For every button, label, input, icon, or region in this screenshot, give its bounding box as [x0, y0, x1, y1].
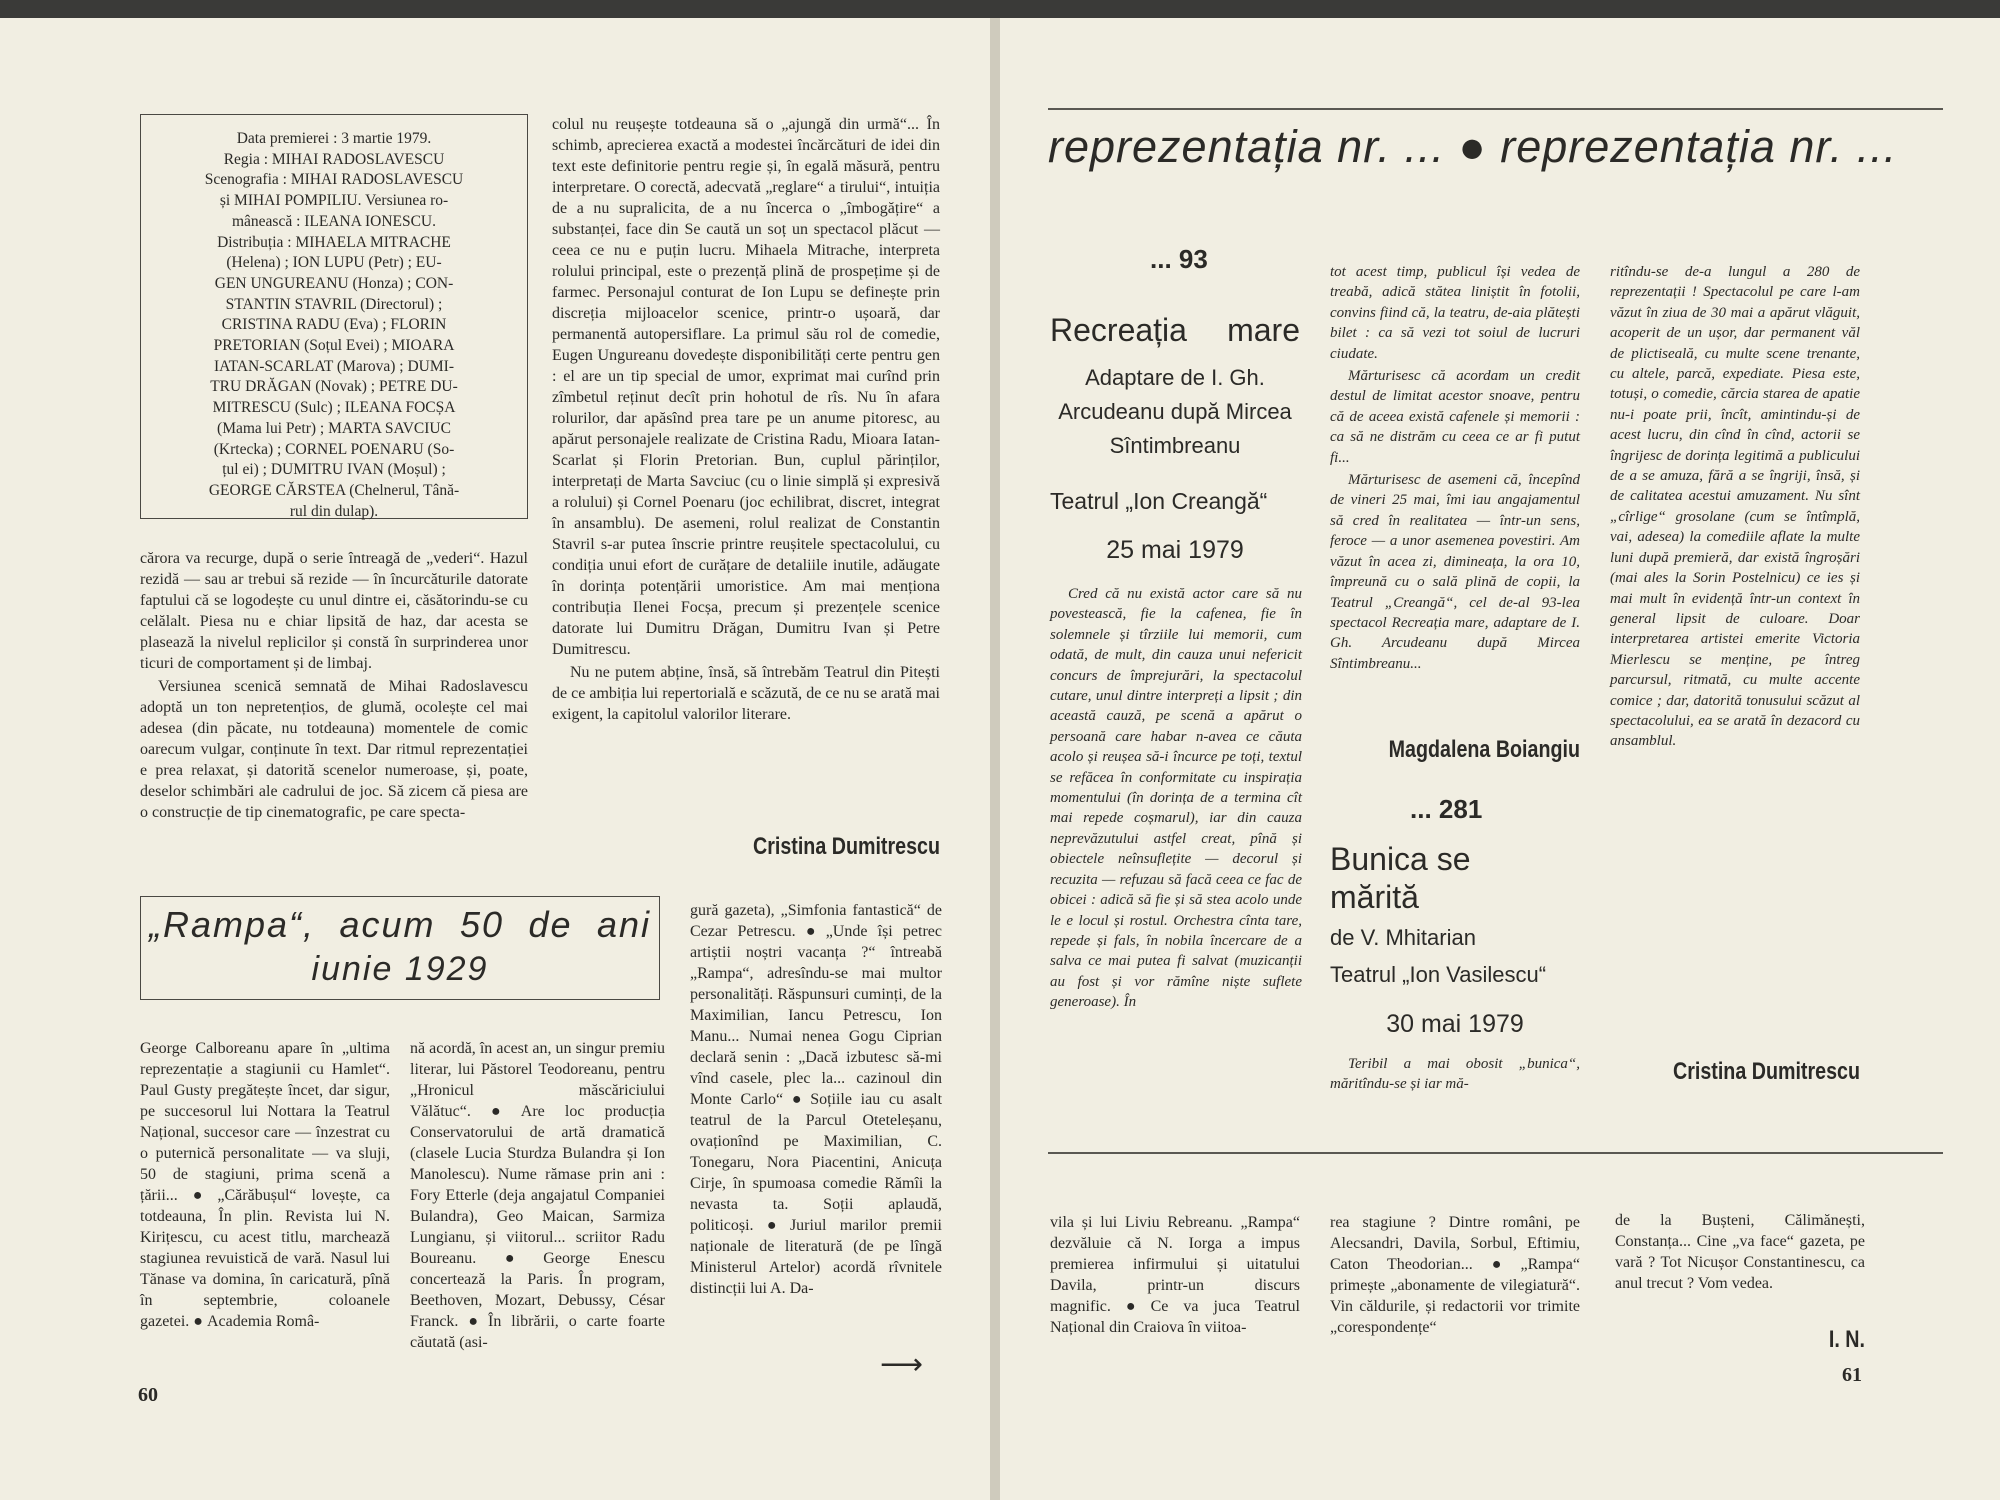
credits-line: Scenografia : MIHAI RADOSLAVESCU — [204, 171, 464, 189]
credits-list — [155, 129, 513, 522]
rampa-item: nă acordă, în acest an, un singur premiu literar, lui Păstorel Teodoreanu, pentru „Hronicul măscăriciului Vălătuc“.● Are loc producția Conservatorului de artă dramatică (clasele Lucia Sturdza Bulandra și Ion Manolescu). Nume rămase prin ani : Fory Etterle (deja angajatul Companiei Bulandra), Geo Maican, Sarmiza Lungianu, și viitorul... scriitor Radu Boureanu.● George Enescu concertează la Paris. În program, Beethoven, Mozart, Debussy, César Franck.● În librării, o carte foarte căutată (asi- — [410, 1038, 665, 1353]
continue-arrow-icon: ⟶ — [880, 1348, 924, 1381]
bullet-icon — [471, 1103, 521, 1120]
rampa-column-2 — [410, 1038, 665, 1355]
play1-column-2 — [1330, 262, 1580, 676]
play1-title: Recreația mare — [1050, 312, 1300, 348]
credits-line: PRETORIAN (Soțul Evei) ; MIOARA — [213, 337, 455, 355]
play1-paragraph: Mărturisesc că acordam un credit destul de limitat acestor snoave, pentru că de aceea există cafenele și memorii : ca să ne distrăm cu ceea ce ar fi putut fi... — [1330, 368, 1580, 466]
play2-paragraph: ritîndu-se de-a lungul a 280 de reprezentații ! Spectacolul pe care l-am văzut în ziua de 30 mai a apărut vlăguit, acoperit de un ușor, dar permanent văl de plictiseală, cu multe scene trenante, cu altele, parcă, expediate. Piesa este, totuși, o comedie, cărcia starea de apatie nu-i poate prii, încît, amintindu-și de acest lucru, din cînd în cînd, actorii se îngrijesc de dorința legitimă a publicului de a se amuza, fără a se îngriji, însă, și de calitatea acestui amuzament. Nu sînt „cîrlige“ grosolane (cum se întîmplă, vai, adesea) la comediile aflate la multe luni după premieră, dar există îngroșări (mai ales la Sorin Postelnicu) ce ies și mai mult în evidență într-un context în general lipsit de culoare. Doar interpretarea artistei emerite Victoria Mierlescu se menține, pe întreg parcursul, ritmată, cu multe accente comice ; dar, datorită tonusului scăzut al spectacolului, ea se arată în dezacord cu ansamblul. — [1610, 264, 1860, 750]
play2-number: ... 281 — [1410, 794, 1483, 824]
play2-theatre: Teatrul „Ion Vasilescu“ — [1330, 962, 1547, 987]
play2-paragraph: Teribil a mai obosit „bunica“, măritîndu-se și iar mă- — [1330, 1056, 1580, 1093]
credits-line: și MIHAI POMPILIU. Versiunea ro- — [219, 192, 449, 210]
credits-line: Distribuția : MIHAELA MITRACHE — [217, 233, 451, 251]
rampa-column-1 — [140, 1038, 390, 1334]
bullet-icon — [754, 1217, 790, 1234]
rampa-item: gură gazeta), „Simfonia fantastică“ de Cezar Petrescu.● „Unde își petrec artiștii noștri vacanța ?“ întreabă „Rampa“, adresîndu-se mai multor personalități. Răspunsuri cuminți, de la Maximilian, Iancu Petrescu, Ion Manu... Numai nenea Gogu Ciprian declară senin : „Dacă izbutesc să-mi vînd casele, plec la... cazinoul din Monte Carlo“● Soțiile iau cu asalt teatrul de la Parcul Oteteleșanu, ovaționînd pe Maximilian, C. Tonegaru, Nora Piacentini, Anicuța Cirje, în spumoasa comedie Rămîi la nevasta ta. Soții aplaudă, politicoși.● Juriul marilor premii naționale de literatură (de pe lîngă Ministerul Artelor) acordă rîvnitele distincții lui A. Da- — [690, 900, 942, 1299]
review-paragraph: cărora va recurge, după o serie întreagă de „vederi“. Hazul rezidă — sau ar trebui să rezide — în încurcăturile datorate faptului că se logodește cu unul dintre ei, căsătorindu-se cu celălalt. Piesa nu e chiar lipsită de haz, dar acesta se plasează la nivelul replicilor și constă în surprinderea unor ticuri de comportament și de limbaj. — [140, 550, 528, 672]
rampa-item: de la Bușteni, Călimănești, Constanța... Cine „va face“ gazeta, pe vară ? Tot Nicușor Constantinescu, ca anul trecut ? Vom vedea. — [1615, 1212, 1865, 1292]
credits-line: Data premierei : 3 martie 1979. — [236, 130, 432, 147]
bullet-icon — [178, 1187, 218, 1204]
review-signature: Cristina Dumitrescu — [752, 833, 940, 860]
credits-line: rul din dulap). — [289, 502, 379, 520]
bullet-icon — [783, 1091, 810, 1108]
review-paragraph: Versiunea scenică semnată de Mihai Radoslavescu adoptă un ton nepretențios, de glumă, ocolește cel mai adesea (din păcate, nu totdeauna) momentele de comic oarecum vulgar, conținute în text. Dar ritmul reprezentației e prea relaxat, și datorită scenelor numeroase, și, poate, deselor schimbări ale cadrului de joc. Să zicem că piesa are o construcție de tip cinematografic, pe care specta- — [140, 678, 528, 821]
play1-column-1 — [1050, 584, 1302, 1015]
credits-line: CRISTINA RADU (Eva) ; FLORIN — [221, 316, 447, 334]
rampa-item: vila și lui Liviu Rebreanu. „Rampa“ dezvăluie că N. Iorga a impus premierea infirmului și uitatului Davila, printr-un discurs magnific.● Ce va juca Teatrul Național din Craiova în viitoa- — [1050, 1212, 1300, 1338]
bullet-icon — [1473, 1256, 1521, 1273]
review-right-column — [552, 114, 940, 727]
bullet-icon — [796, 923, 826, 940]
rampa-item: George Calboreanu apare în „ultima reprezentație a stagiunii cu Hamlet“. Paul Gusty pregătește încet, dar sigur, pe succesorul lui Nottara la Teatrul Național, succesor care — înzestrat cu o puternică personalitate — va sluji, 50 de stagiuni, prima scenă a țării...● „Cărăbușul“ lovește, ca totdeauna, În plin. Revista lui N. Kirițescu, cu acest titlu, marchează stagiunea revuistică de vară. Nasul lui Tănase va domina, în caricatură, pînă în septembrie, coloanele gazetei.● Academia Româ- — [140, 1038, 390, 1332]
header-rule — [1048, 108, 1943, 110]
play1-adaptation: Adaptare de I. Gh. Arcudeanu după Mircea Sîntimbreanu — [1058, 365, 1292, 458]
credits-line: (Helena) ; ION LUPU (Petr) ; EU- — [226, 254, 442, 272]
play1-paragraph: tot acest timp, publicul își vedea de treabă, adică stătea liniștit în fotolii, convins fiind că, la teatru, de-aia plătești bilet : ca să vezi tot soiul de lucruri ciudate. — [1330, 264, 1580, 362]
play1-paragraph: Cred că nu există actor care să nu povestească, fie la cafenea, fie în solemnele și tîrziile lui memorii, cum odată, de mult, din cauza unui nefericit concurs de împrejurări, la spectacolul cutare, unul dintre interpreți a lipsit ; din această cauză, pe scenă a apărut o persoană care habar n-avea ce căuta acolo și reușea să-i încurce pe toți, textul se refăcea în conformitate cu inspirația momentului (în dorința de a termina cît mai repede coșmarul), iar din cauza neprevăzutului astfel creat, pînă și obiectele neînsuflețite — decorul și recuzita — refuzau să facă ceea ce fac de obicei : adică să fie și să stea acolo unde le e locul și rostul. Orchestra cînta tare, repede și fals, în nobila încercare de a salva ce mai putea fi salvat (muzicanții au fost și vor rămîne niște suflete generoase). În — [1050, 586, 1302, 1011]
credits-line: (Mama lui Petr) ; MARTA SAVCIUC — [217, 419, 451, 437]
credits-line: IATAN-SCARLAT (Marova) ; DUMI- — [214, 357, 454, 375]
play1-number: ... 93 — [1150, 244, 1208, 274]
play1-signature: Magdalena Boiangiu — [1388, 736, 1580, 763]
credits-line: mânească : ILEANA IONESCU. — [231, 212, 437, 230]
bullet-icon — [189, 1313, 207, 1330]
bullet-icon — [1111, 1298, 1151, 1315]
credits-box — [140, 114, 528, 519]
credits-line: MITRESCU (Sulc) ; ILEANA FOCȘA — [212, 399, 456, 417]
bullet-icon — [476, 1250, 543, 1267]
rampa-title: „Rampa“, acum 50 de ani — [149, 904, 651, 945]
bullet-icon — [458, 1313, 488, 1330]
right-page — [1000, 18, 2000, 1500]
credits-line: STANTIN STAVRIL (Directorul) ; — [225, 295, 443, 313]
play2-column-2 — [1330, 1054, 1580, 1097]
credits-line: GEN UNGUREANU (Honza) ; CON- — [214, 274, 454, 292]
play2-author: de V. Mhitarian — [1330, 925, 1476, 950]
rampa-continued-column-3 — [1615, 1210, 1865, 1296]
review-paragraph: colul nu reușește totdeauna să o „ajungă din urmă“... În schimb, aprecierea exactă a modestei încărcături de idei din text este definitorie pentru regie și, în egală măsură, pentru interpretare. O corectă, adecvată „reglare“ a tirului“, intuiția de a nu supralicita, de a nu încerca o „îmbogățire“ a substanței, face din Se caută un soț un spectacol plăcut — ceea ce nu e puțin lucru. Mihaela Mitrache, interpreta rolului principal, este o prezență plină de prospețime și de farmec. Personajul conturat de Ion Lupu se definește prin discreția mijloacelor scenice, printr-o ușoară, dar permanentă autopersiflare. La primul său rol de comedie, Eugen Ungureanu dovedește disponibilități certe pentru gen : el are un tip special de umor, exprimat mai curînd prin zîmbetul reținut decît prin hohotul de rîs. Nu în afara rolurilor, dar apăsînd prea tare pe un anume pitoresc, au apărut personajele realizate de Cristina Radu, Mioara Iatan-Scarlat și Florin Pretorian. Bun, cuplul părinților, interpretați de Marta Savciuc (cu o linie simplă și expresivă a rolului) și Cornel Poenaru (joc echilibrat, discret, integrat în ansamblu). De asemeni, rolul realizat de Constantin Stavril s-ar putea înscrie printre reușitele spectacolului, cu condiția unui efort de curățare de detaliile inutile, adăugate în dorința potențării umoristice. Am mai menționa contribuția Ilenei Focșa, precum și prezențele scenice datorate lui Dumitru Drăgan, Dumitru Ivan și Petre Dumitrescu. — [552, 116, 940, 658]
review-paragraph: Nu ne putem abține, însă, să întrebăm Teatrul din Pitești de ce ambiția lui repertorială e scăzută, de ce nu se arată mai exigent, la capitolul valorilor literare. — [552, 664, 940, 723]
credits-line: Regia : MIHAI RADOSLAVESCU — [223, 150, 445, 168]
left-page — [0, 18, 990, 1500]
rampa-column-3 — [690, 900, 942, 1301]
credits-line: GEORGE CĂRSTEA (Chelnerul, Tână- — [208, 481, 460, 499]
play2-date: 30 mai 1979 — [1386, 1010, 1524, 1038]
rampa-signature: I. N. — [1828, 1326, 1865, 1353]
rampa-continued-column-1 — [1050, 1212, 1300, 1340]
credits-line: (Krtecka) ; CORNEL POENARU (So- — [213, 440, 455, 458]
review-left-column — [140, 548, 528, 825]
page-number: 60 — [138, 1384, 158, 1406]
play2-signature: Cristina Dumitrescu — [1672, 1058, 1860, 1085]
rampa-subtitle: iunie 1929 — [311, 950, 489, 988]
play1-theatre: Teatrul „Ion Creangă“ — [1050, 488, 1268, 514]
credits-line: TRU DRĂGAN (Novak) ; PETRE DU- — [210, 378, 458, 396]
rampa-continued-column-2 — [1330, 1212, 1580, 1340]
credits-line: țul ei) ; DUMITRU IVAN (Moșul) ; — [222, 461, 446, 479]
section-header: reprezentația nr. ... ● reprezentația nr. ... — [1048, 121, 1898, 172]
rampa-title-box — [140, 896, 660, 1000]
play1-date: 25 mai 1979 — [1106, 536, 1244, 564]
play2-column-3 — [1610, 262, 1860, 754]
rampa-item: rea stagiune ? Dintre români, pe Alecsandri, Davila, Sorbul, Eftimiu, Caton Theodorian...● „Rampa“ primește „abonamente de vilegiatură“. Vin căldurile, și redactorii vor trimite „corespondențe“ — [1330, 1212, 1580, 1338]
page-number: 61 — [1842, 1364, 1862, 1386]
play1-paragraph: Mărturisesc de asemeni că, începînd de vineri 25 mai, îmi iau angajamentul să cred în realitatea — într-un sens, feroce — a unor asemenea povestiri. Am văzut în acea zi, dimineața, la ora 10, împreună cu o sală plină de copii, la Teatrul „Creangă“, cel de-al 93-lea spectacol Recreația mare, adaptare de I. Gh. Arcudeanu după Mircea Sîntimbreanu... — [1330, 472, 1580, 672]
play2-title: Bunica se mărită — [1330, 841, 1471, 915]
bottom-rule — [1048, 1152, 1943, 1154]
book-gutter — [990, 18, 1000, 1500]
